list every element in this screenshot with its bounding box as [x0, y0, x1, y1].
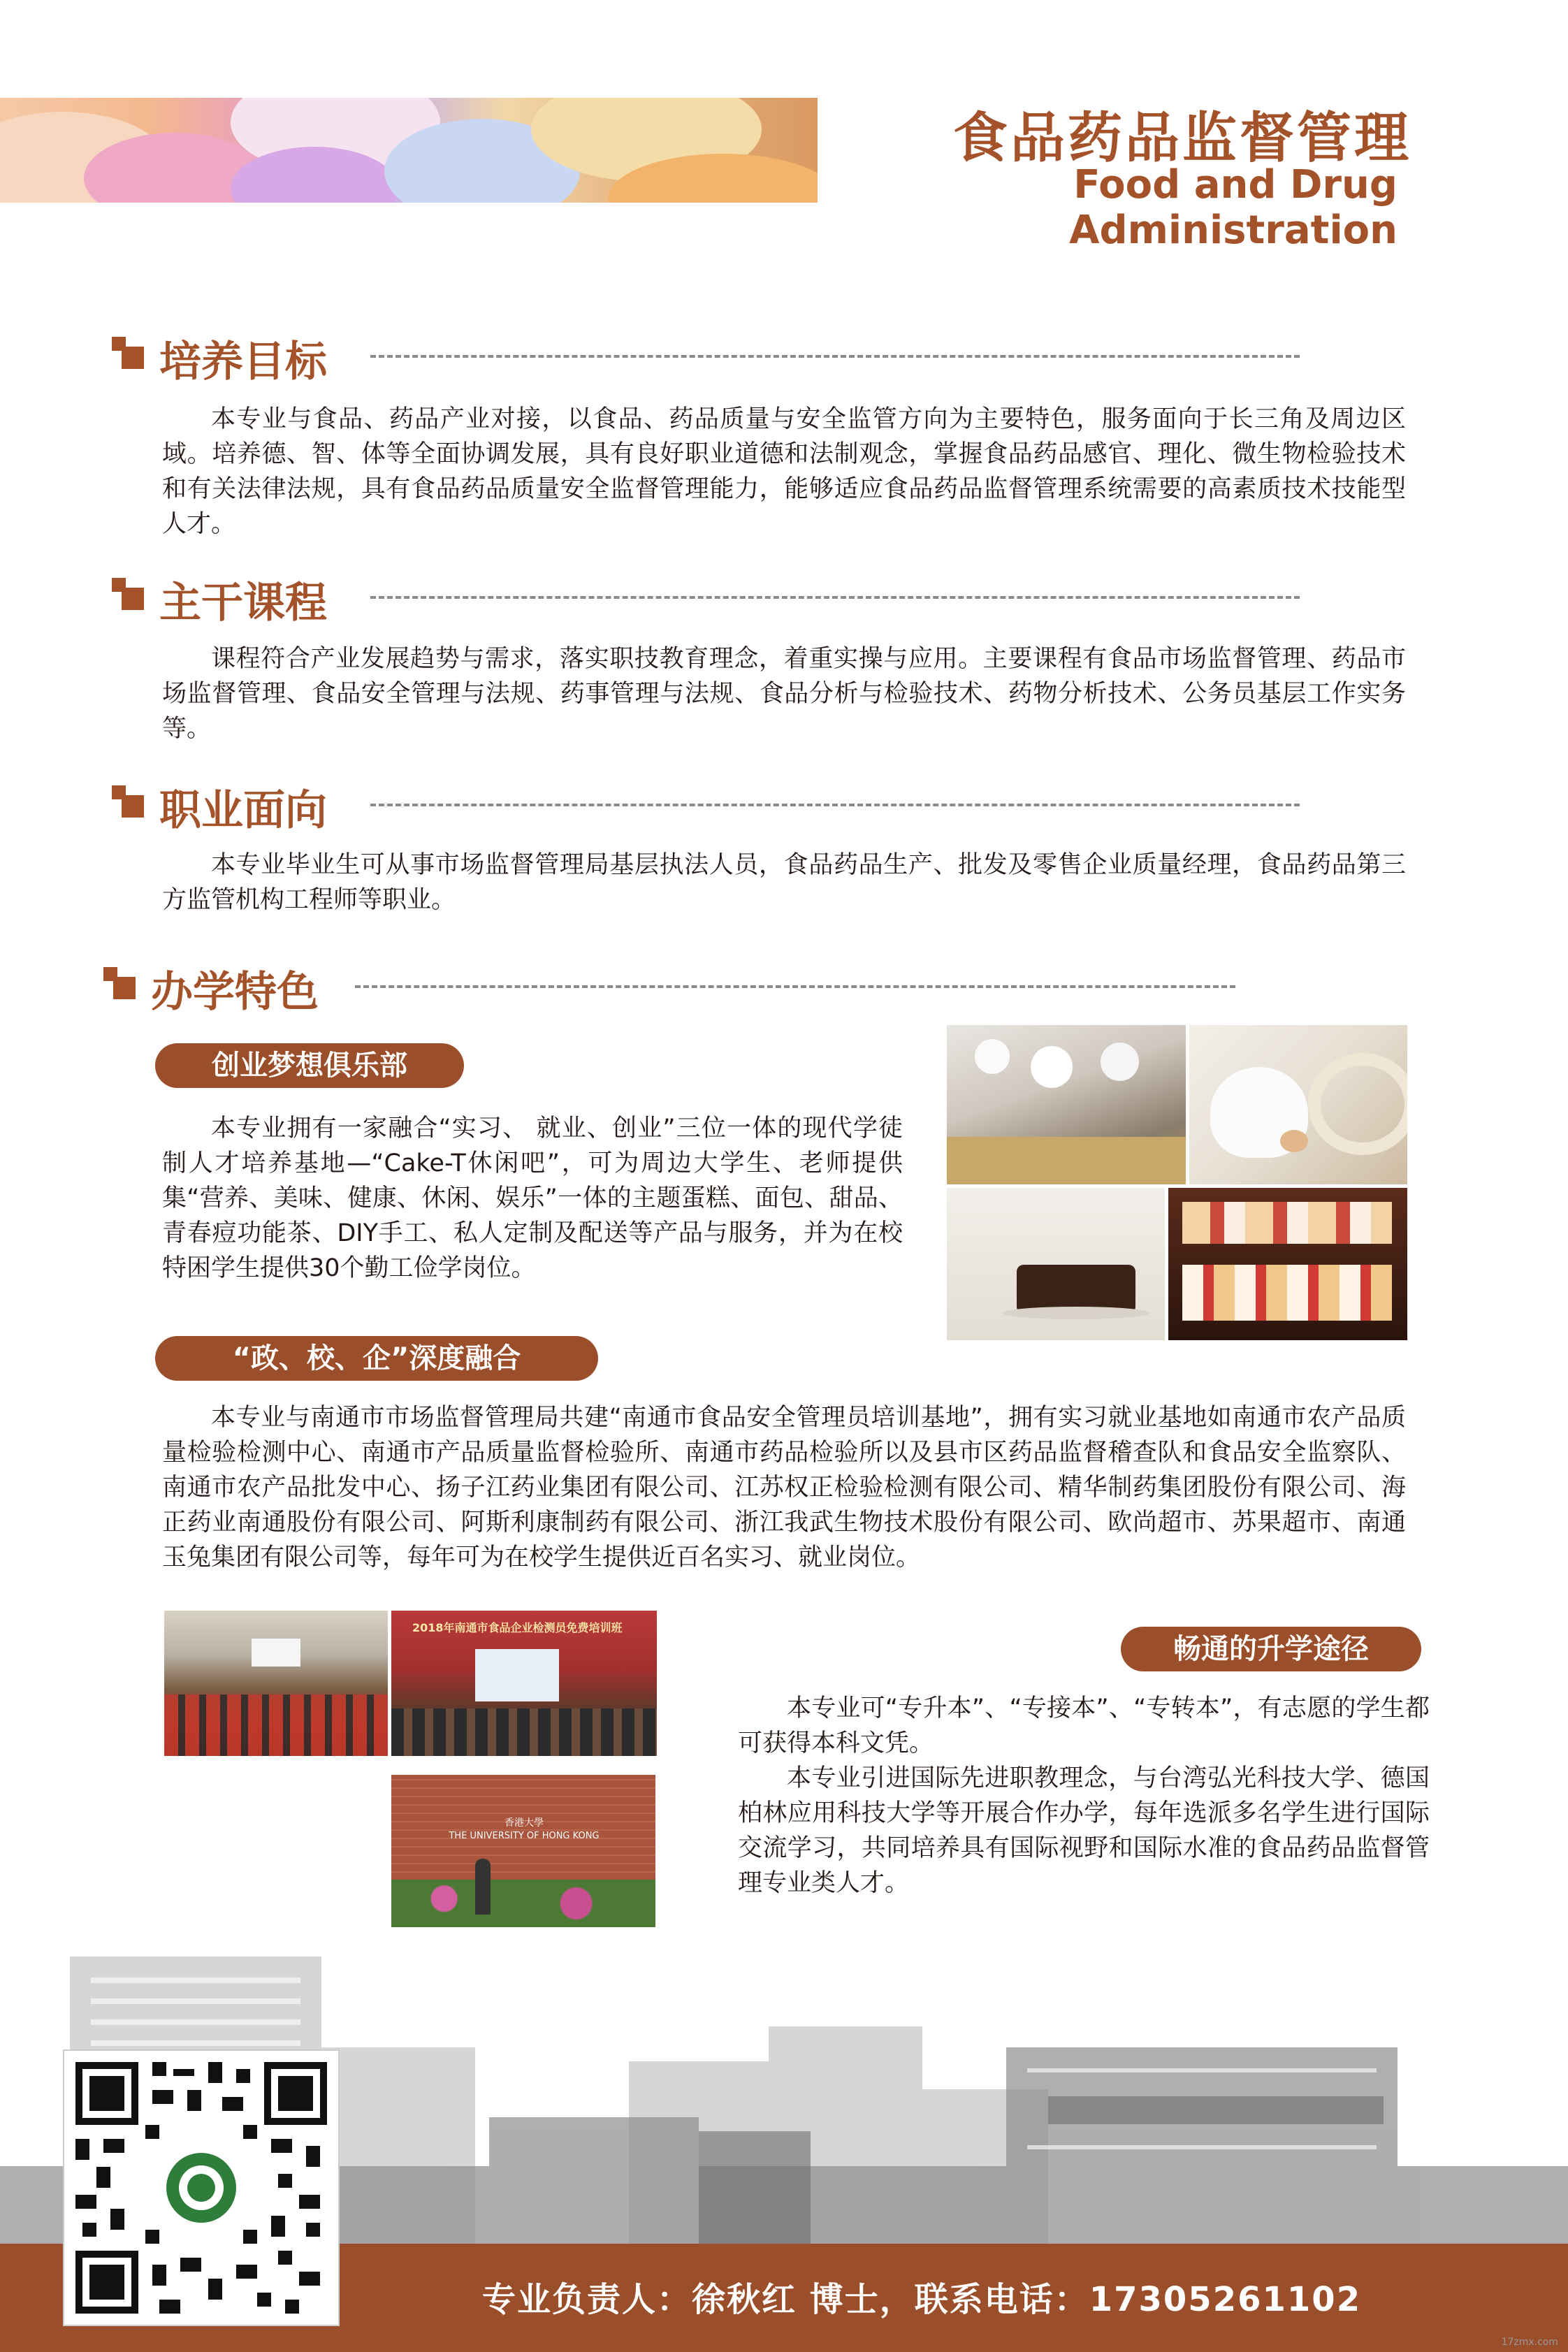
- integration-text: [162, 1400, 1406, 1575]
- section-title: 职业面向: [159, 786, 327, 835]
- section-title: 办学特色: [151, 968, 319, 1017]
- dashed-divider: [370, 804, 1300, 806]
- club-text: [162, 1111, 903, 1286]
- club-label: 创业梦想俱乐部: [155, 1043, 464, 1088]
- photo-university-visit: [391, 1775, 655, 1927]
- paragraph: 本专业毕业生可从事市场监督管理局基层执法人员，食品药品生产、批发及零售企业质量经理，食品药品第三方监管机构工程师等职业。: [162, 851, 1406, 914]
- hku-sign-en: THE UNIVERSITY OF HONG KONG: [449, 1831, 600, 1841]
- photo-training-session: [391, 1611, 657, 1756]
- section-heading-career: [112, 777, 1188, 833]
- pathway-label: 畅通的升学途径: [1121, 1627, 1421, 1671]
- photo-lecture-hall: [164, 1611, 388, 1756]
- photo-dessert-display: [1168, 1188, 1407, 1340]
- photo-baking-class: [947, 1025, 1186, 1184]
- section-square-icon: [112, 785, 144, 818]
- section-square-icon: [103, 967, 136, 999]
- pathway-text: [738, 1691, 1430, 1901]
- paragraph: 本专业拥有一家融合“实习、 就业、创业”三位一体的现代学徒制人才培养基地—“Cake-T休闲吧”，可为周边大学生、老师提供集“营养、美味、健康、休闲、娱乐”一体的主题蛋糕、面包、甜品、青春痘功能茶、DIY手工、私人定制及配送等产品与服务，并为在校特困学生提供30个勤工俭学岗位。: [162, 1115, 903, 1282]
- section-heading-courses: [112, 569, 1188, 625]
- dashed-divider: [370, 596, 1300, 599]
- page-subtitle: Food and Drug Administration: [1069, 162, 1398, 253]
- page-title: 食品药品监督管理: [952, 107, 1411, 170]
- section-title: 培养目标: [159, 337, 327, 386]
- hku-sign-cn: 香港大學: [504, 1817, 544, 1829]
- photo-flour-dough: [1189, 1025, 1407, 1184]
- integration-label: “政、校、企”深度融合: [155, 1336, 598, 1381]
- section-square-icon: [112, 578, 144, 610]
- paragraph: 课程符合产业发展趋势与需求，落实职技教育理念，着重实操与应用。主要课程有食品市场监督管理、药品市场监督管理、食品安全管理与法规、药事管理与法规、食品分析与检验技术、药物分析技术、公务员基层工作实务等。: [162, 645, 1406, 743]
- dashed-divider: [370, 355, 1300, 358]
- section-square-icon: [112, 337, 144, 369]
- qr-code-icon: [68, 2055, 334, 2321]
- header-pill-banner: [0, 98, 818, 203]
- section-title: 主干课程: [159, 579, 327, 627]
- photo-chocolate-cake: [947, 1188, 1165, 1340]
- section-text-goals: [162, 402, 1406, 542]
- section-text-courses: [162, 641, 1406, 746]
- contact-info: 专业负责人：徐秋红 博士，联系电话：17305261102: [482, 2280, 1362, 2319]
- qr-code[interactable]: [64, 2051, 338, 2325]
- section-heading-goals: [112, 328, 1188, 384]
- paragraph: 本专业引进国际先进职教理念，与台湾弘光科技大学、德国柏林应用科技大学等开展合作办学，每年选派多名学生进行国际交流学习，共同培养具有国际视野和国际水准的食品药品监督管理专业类人才。: [738, 1764, 1430, 1897]
- banner-text: 2018年南通市食品企业检测员免费培训班: [412, 1621, 623, 1634]
- dashed-divider: [355, 985, 1235, 988]
- section-heading-features: [103, 959, 1235, 1015]
- paragraph: 本专业与南通市市场监督管理局共建“南通市食品安全管理员培训基地”，拥有实习就业基地如南通市农产品质量检验检测中心、南通市产品质量监督检验所、南通市药品检验所以及县市区药品监督稽查队和食品安全监察队、南通市农产品批发中心、扬子江药业集团有限公司、江苏权正检验检测有限公司、精华制药集团股份有限公司、海正药业南通股份有限公司、阿斯利康制药有限公司、浙江我武生物技术股份有限公司、欧尚超市、苏果超市、南通玉兔集团有限公司等，每年可为在校学生提供近百名实习、就业岗位。: [162, 1404, 1406, 1571]
- paragraph: 本专业与食品、药品产业对接，以食品、药品质量与安全监管方向为主要特色，服务面向于长三角及周边区域。培养德、智、体等全面协调发展，具有良好职业道德和法制观念，掌握食品药品感官、理化、微生物检验技术和有关法律法规，具有食品药品质量安全监督管理能力，能够适应食品药品监督管理系统需要的高素质技术技能型人才。: [162, 405, 1406, 538]
- paragraph: 本专业可“专升本”、“专接本”、“专转本”，有志愿的学生都可获得本科文凭。: [738, 1694, 1430, 1757]
- section-text-career: [162, 848, 1406, 917]
- watermark: 17zmx.com: [1501, 2337, 1558, 2348]
